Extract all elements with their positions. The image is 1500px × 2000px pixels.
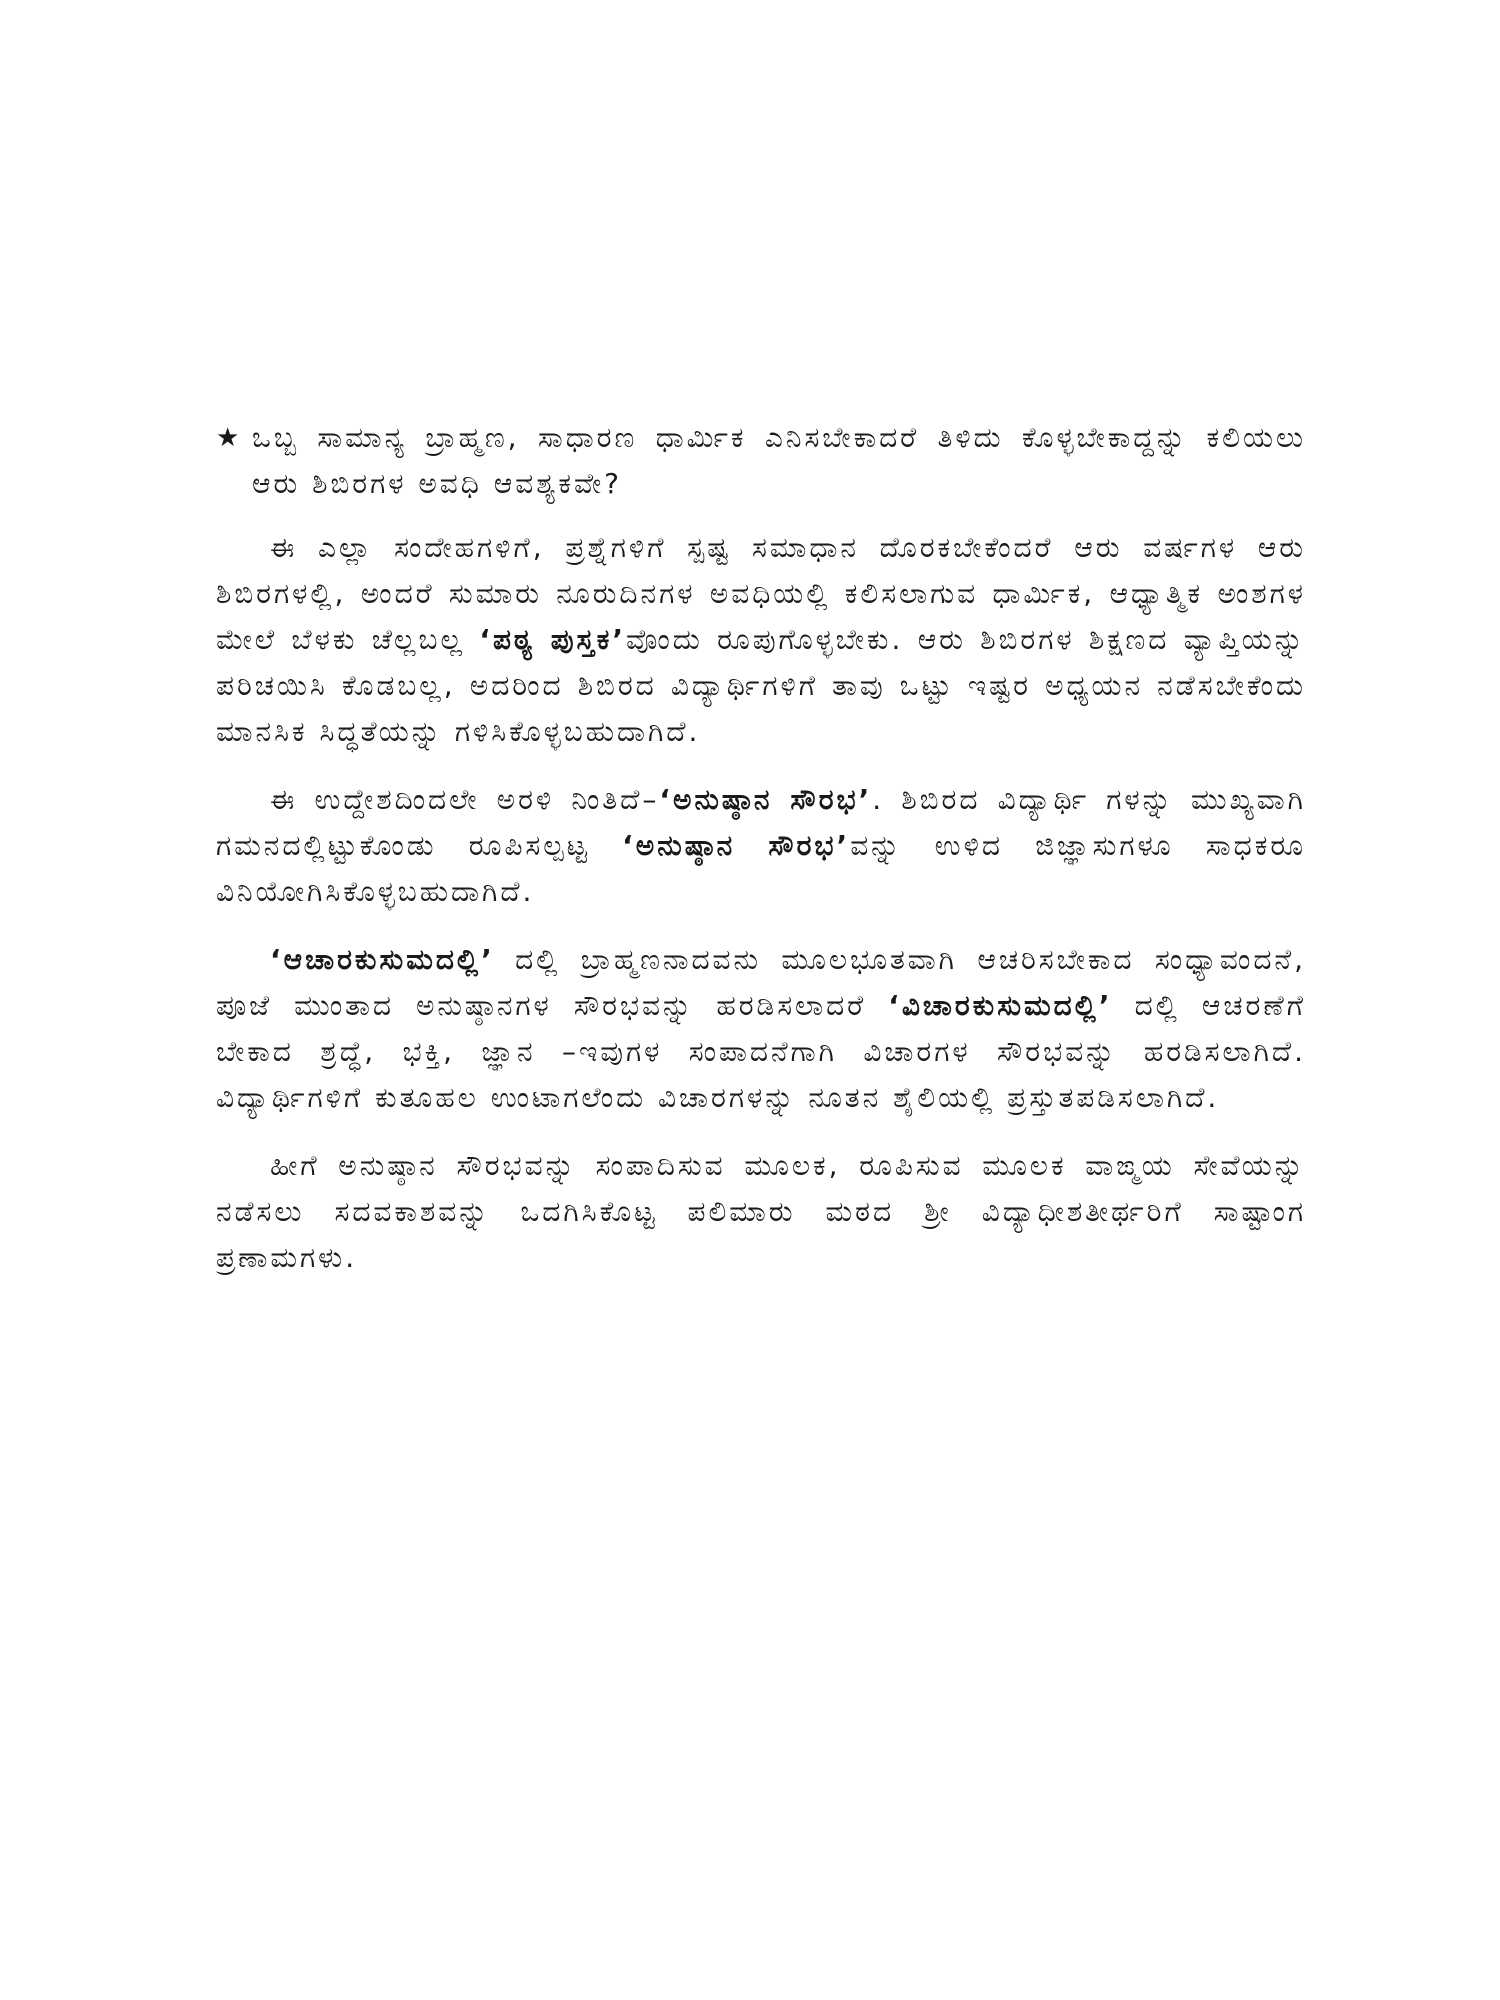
paragraph-2-bold-2: ‘ಅನುಷ್ಠಾನ ಸೌರಭ’ bbox=[622, 829, 851, 862]
paragraph-2-text-2: . ಶಿಬಿರದ ವಿದ್ಯಾರ್ಥಿ ಗಳನ್ನು ಮುಖ್ಯವಾಗಿ ಗಮನದಲ್ಲಿಟ್ಟುಕೊಂಡು ರೂಪಿಸಲ್ಪಟ್ಟ bbox=[216, 783, 1306, 862]
paragraph-1 bbox=[216, 525, 1306, 755]
paragraph-1-text-2: ವೊಂದು ರೂಪುಗೊಳ್ಳಬೇಕು. ಆರು ಶಿಬಿರಗಳ ಶಿಕ್ಷಣದ ವ್ಯಾಪ್ತಿಯನ್ನು ಪರಿಚಯಿಸಿ ಕೊಡಬಲ್ಲ, ಅದರಿಂದ ಶಿಬಿರದ ವಿದ್ಯಾರ್ಥಿಗಳಿಗೆ ತಾವು ಒಟ್ಟು ಇಷ್ಟರ ಅಧ್ಯಯನ ನಡೆಸಬೇಕೆಂದು ಮಾನಸಿಕ ಸಿದ್ಧತೆಯನ್ನು ಗಳಿಸಿಕೊಳ್ಳಬಹುದಾಗಿದೆ. bbox=[216, 623, 1306, 748]
paragraph-2-bold-1: ‘ಅನುಷ್ಠಾನ ಸೌರಭ’ bbox=[659, 783, 873, 816]
body-text bbox=[216, 415, 1306, 1303]
paragraph-3-text-2: ದಲ್ಲಿ ಆಚರಣೆಗೆ ಬೇಕಾದ ಶ್ರದ್ಧೆ, ಭಕ್ತಿ, ಜ್ಞಾನ –ಇವುಗಳ ಸಂಪಾದನೆಗಾಗಿ ವಿಚಾರಗಳ ಸೌರಭವನ್ನು ಹರಡಿಸಲಾಗಿದೆ. ವಿದ್ಯಾರ್ಥಿಗಳಿಗೆ ಕುತೂಹಲ ಉಂಟಾಗಲೆಂದು ವಿಚಾರಗಳನ್ನು ನೂತನ ಶೈಲಿಯಲ್ಲಿ ಪ್ರಸ್ತುತಪಡಿಸಲಾಗಿದೆ. bbox=[216, 989, 1306, 1114]
paragraph-1-text-1: ಈ ಎಲ್ಲಾ ಸಂದೇಹಗಳಿಗೆ, ಪ್ರಶ್ನೆಗಳಿಗೆ ಸ್ಪಷ್ಟ ಸಮಾಧಾನ ದೊರಕಬೇಕೆಂದರೆ ಆರು ವರ್ಷಗಳ ಆರು ಶಿಬಿರಗಳಲ್ಲಿ, ಅಂದರೆ ಸುಮಾರು ನೂರುದಿನಗಳ ಅವಧಿಯಲ್ಲಿ ಕಲಿಸಲಾಗುವ ಧಾರ್ಮಿಕ, ಆಧ್ಯಾತ್ಮಿಕ ಅಂಶಗಳ ಮೇಲೆ ಬೆಳಕು ಚೆಲ್ಲಬಲ್ಲ bbox=[216, 531, 1306, 656]
paragraph-4-text-1: ಹೀಗೆ ಅನುಷ್ಠಾನ ಸೌರಭವನ್ನು ಸಂಪಾದಿಸುವ ಮೂಲಕ, ರೂಪಿಸುವ ಮೂಲಕ ವಾಙ್ಮಯ ಸೇವೆಯನ್ನು ನಡೆಸಲು ಸದವಕಾಶವನ್ನು ಒದಗಿಸಿಕೊಟ್ಟ ಪಲಿಮಾರು ಮಠದ ಶ್ರೀ ವಿದ್ಯಾಧೀಶತೀರ್ಥರಿಗೆ ಸಾಷ್ಟಾಂಗ ಪ್ರಣಾಮಗಳು. bbox=[216, 1149, 1306, 1274]
paragraph-2-text-1: ಈ ಉದ್ದೇಶದಿಂದಲೇ ಅರಳಿ ನಿಂತಿದೆ– bbox=[270, 783, 660, 816]
paragraph-2 bbox=[216, 777, 1306, 915]
paragraph-4 bbox=[216, 1143, 1306, 1281]
paragraph-2-text-3: ವನ್ನು ಉಳಿದ ಜಿಜ್ಞಾಸುಗಳೂ ಸಾಧಕರೂ ವಿನಿಯೋಗಿಸಿಕೊಳ್ಳಬಹುದಾಗಿದೆ. bbox=[216, 829, 1306, 908]
bullet-paragraph bbox=[216, 415, 1306, 507]
paragraph-1-bold-1: ‘ಪಠ್ಯ ಪುಸ್ತಕ’ bbox=[479, 623, 627, 656]
paragraph-3-text-1: ದಲ್ಲಿ ಬ್ರಾಹ್ಮಣನಾದವನು ಮೂಲಭೂತವಾಗಿ ಆಚರಿಸಬೇಕಾದ ಸಂಧ್ಯಾವಂದನೆ, ಪೂಜೆ ಮುಂತಾದ ಅನುಷ್ಠಾನಗಳ ಸೌರಭವನ್ನು ಹರಡಿಸಲಾದರೆ bbox=[216, 943, 1306, 1022]
star-icon: ★ bbox=[216, 423, 240, 453]
bullet-text: ಒಬ್ಬ ಸಾಮಾನ್ಯ ಬ್ರಾಹ್ಮಣ, ಸಾಧಾರಣ ಧಾರ್ಮಿಕ ಎನಿಸಬೇಕಾದರೆ ತಿಳಿದು ಕೊಳ್ಳಬೇಕಾದ್ದನ್ನು ಕಲಿಯಲು ಆರು ಶಿಬಿರಗಳ ಅವಧಿ ಆವಶ್ಯಕವೇ? bbox=[252, 421, 1306, 500]
paragraph-3-bold-1: ‘ಆಚಾರಕುಸುಮದಲ್ಲಿ’ bbox=[270, 943, 495, 976]
paragraph-3-bold-2: ‘ವಿಚಾರಕುಸುಮದಲ್ಲಿ’ bbox=[888, 989, 1113, 1022]
paragraph-3 bbox=[216, 937, 1306, 1121]
